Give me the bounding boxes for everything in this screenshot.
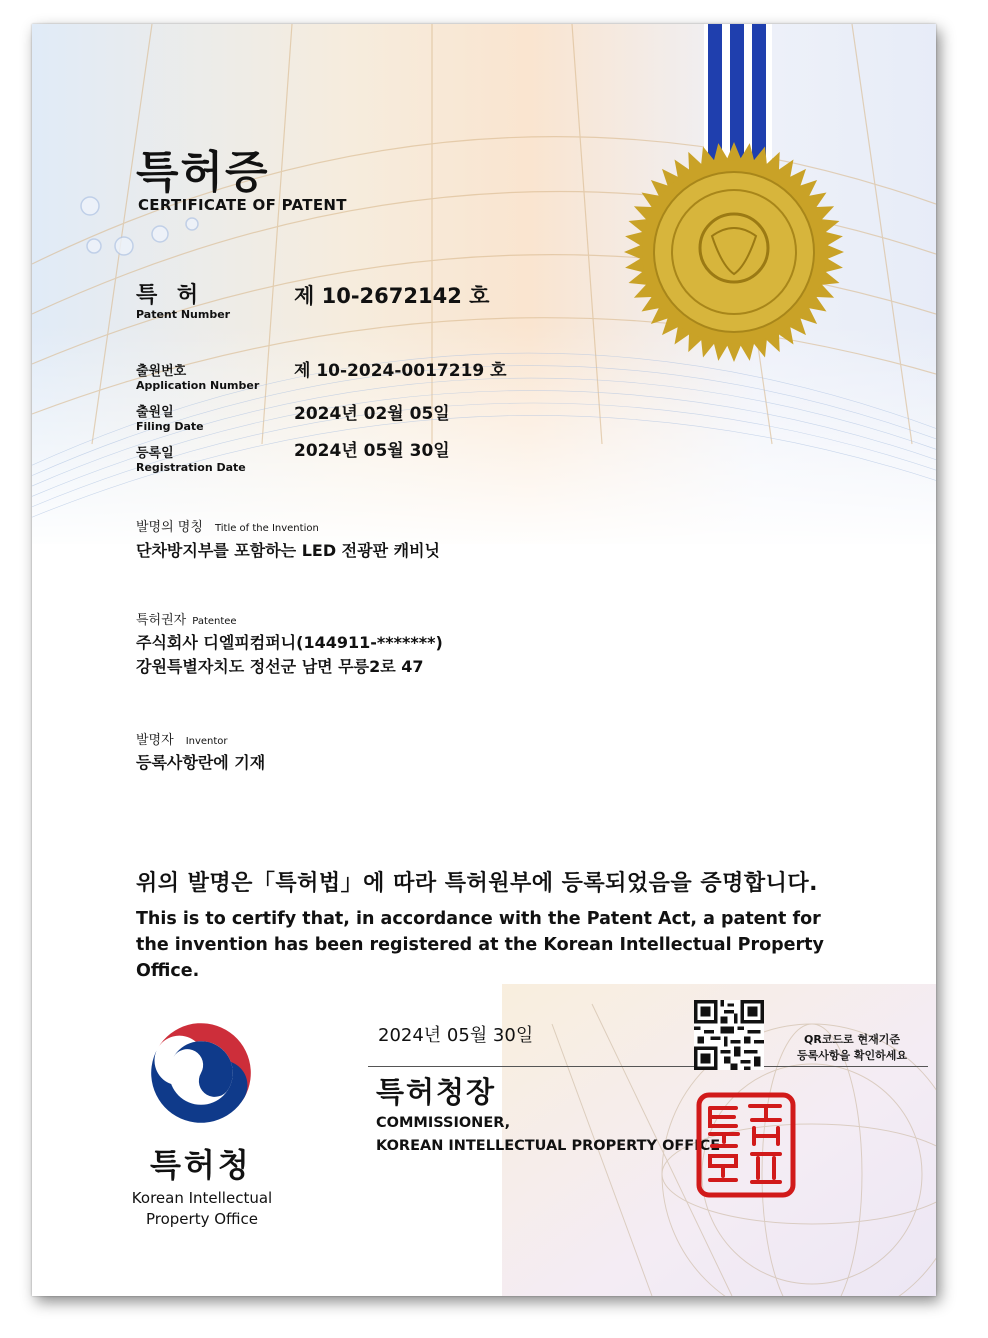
filing-date-value: 2024년 02월 05일 (294, 404, 450, 424)
commissioner-title-en-line2: KOREAN INTELLECTUAL PROPERTY OFFICE (376, 1138, 721, 1154)
certification-statement-en: This is to certify that, in accordance with the Patent Act, a patent for the invention has been registered at the Korean Intellectual Property Office. (136, 909, 824, 981)
inventor-label-ko: 발명자 (136, 733, 174, 748)
application-number-value: 제 10-2024-0017219 호 (294, 361, 507, 381)
filing-date-label-ko: 출원일 (136, 405, 174, 420)
application-number-label-en: Application Number (136, 379, 260, 392)
signature-rule (368, 1066, 928, 1067)
taegeuk-logo (148, 1020, 254, 1126)
inventor-value: 등록사항란에 기재 (136, 753, 266, 772)
office-name-en-line2: Property Office (145, 1210, 259, 1228)
commissioner-title-ko: 특허청장 (376, 1075, 497, 1109)
patentee-label-en: Patentee (192, 616, 237, 627)
qr-instruction-line1: QR코드로 현재기준 (803, 1033, 901, 1046)
filing-date-label-en: Filing Date (136, 420, 204, 433)
inventor-label-en: Inventor (185, 736, 228, 747)
certificate-title-ko: 특허증 (136, 147, 270, 198)
invention-title-label-ko: 발명의 명칭 (136, 520, 203, 535)
gold-seal-emblem (622, 140, 846, 364)
patent-number-label-en: Patent Number (136, 308, 231, 321)
patent-number-value: 제 10-2672142 호 (294, 284, 490, 308)
patent-number-label-ko: 특 허 (136, 283, 205, 308)
official-red-seal (696, 1092, 796, 1198)
inventor-label (136, 729, 228, 748)
certificate-sheet (32, 24, 936, 1296)
patentee-address: 강원특별자치도 정선군 남면 무릉2로 47 (136, 657, 424, 676)
registration-date-value: 2024년 05월 30일 (294, 441, 450, 461)
application-number-label-ko: 출원번호 (136, 364, 187, 379)
registration-date-label-ko: 등록일 (136, 446, 174, 461)
qr-instruction-line2: 등록사항을 확인하세요 (796, 1049, 908, 1062)
issue-date: 2024년 05월 30일 (378, 1025, 534, 1046)
qr-instruction (772, 1032, 932, 1064)
certificate-title-en: CERTIFICATE OF PATENT (138, 196, 347, 214)
commissioner-title-en-line1: COMMISSIONER, (376, 1115, 511, 1131)
patentee-name: 주식회사 디엘피컴퍼니(144911-*******) (136, 633, 443, 652)
registration-date-label-en: Registration Date (136, 461, 246, 474)
office-name-en (122, 1188, 282, 1230)
office-name-ko: 특허청 (150, 1146, 252, 1184)
patentee-label (136, 609, 237, 628)
qr-code[interactable] (694, 1000, 764, 1070)
invention-title-value: 단차방지부를 포함하는 LED 전광판 캐비닛 (136, 541, 440, 560)
invention-title-label-en: Title of the Invention (214, 523, 319, 534)
patentee-label-ko: 특허권자 (136, 613, 187, 628)
certification-statement-ko: 위의 발명은「특허법」에 따라 특허원부에 등록되었음을 증명합니다. (136, 871, 818, 896)
office-name-en-line1: Korean Intellectual (131, 1189, 273, 1207)
invention-title-label (136, 516, 319, 535)
